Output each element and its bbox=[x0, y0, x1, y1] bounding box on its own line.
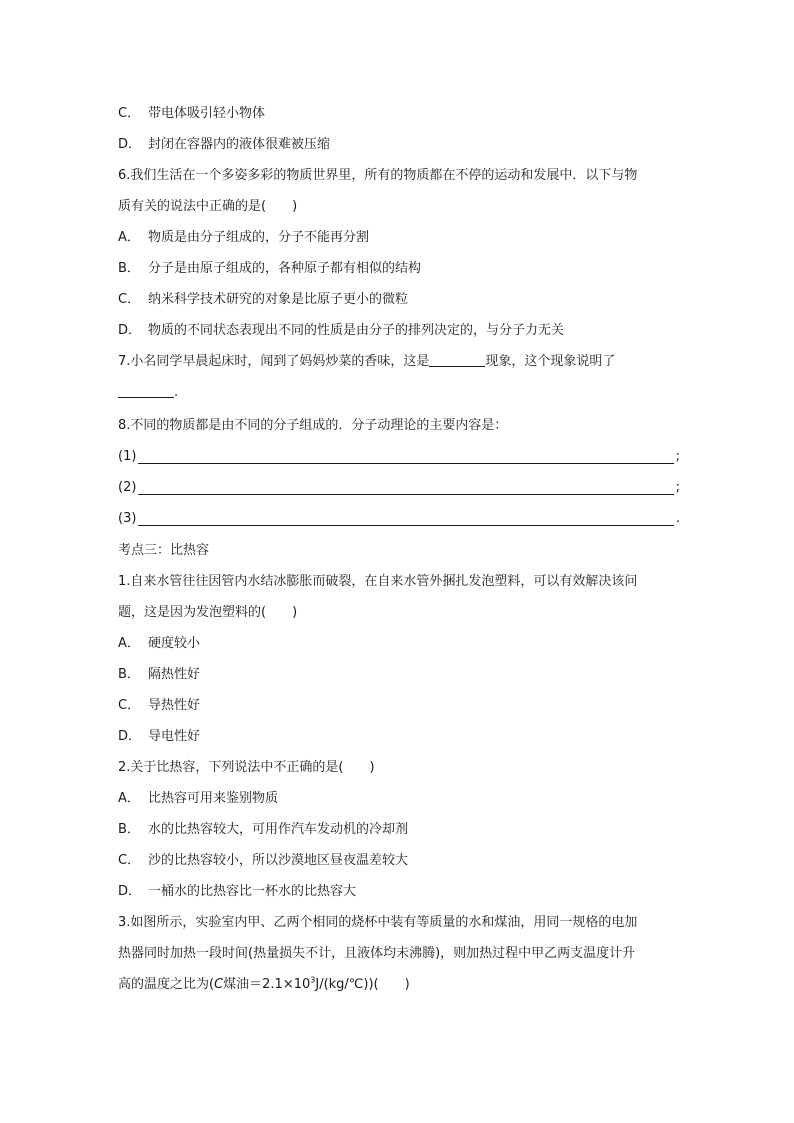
q6-option-a[interactable] bbox=[118, 228, 680, 248]
fill-end: ; bbox=[675, 449, 680, 464]
option-letter: A． bbox=[118, 791, 140, 806]
option-text: 带电体吸引轻小物体 bbox=[148, 106, 266, 121]
option-text: 分子是由原子组成的，各种原子都有相似的结构 bbox=[148, 261, 422, 276]
q6-option-d[interactable] bbox=[118, 321, 680, 341]
option-letter: D． bbox=[118, 137, 142, 152]
option-text: 物质是由分子组成的，分子不能再分割 bbox=[148, 230, 370, 245]
option-text: 物质的不同状态表现出不同的性质是由分子的排列决定的，与分子力无关 bbox=[148, 323, 565, 338]
s3-q3-text-a: 高的温度之比为( bbox=[118, 977, 215, 992]
q8-stem: 8.不同的物质都是由不同的分子组成的．分子动理论的主要内容是： bbox=[118, 418, 508, 433]
s3-q3-stem-line-3 bbox=[118, 975, 680, 995]
s3-q2-option-c[interactable] bbox=[118, 851, 680, 871]
q8-fill-row-3 bbox=[118, 509, 680, 529]
answer-line[interactable] bbox=[138, 448, 673, 464]
option-letter: B． bbox=[118, 822, 140, 837]
s3-q1-option-b[interactable] bbox=[118, 665, 680, 685]
q8-fill-row-2 bbox=[118, 478, 680, 498]
s3-q1-option-a[interactable] bbox=[118, 634, 680, 654]
option-text: 沙的比热容较小，所以沙漠地区昼夜温差较大 bbox=[148, 853, 409, 868]
option-letter: B． bbox=[118, 667, 140, 682]
q6-option-b[interactable] bbox=[118, 259, 680, 279]
q6-stem-line-1: 6.我们生活在一个多姿多彩的物质世界里，所有的物质都在不停的运动和发展中．以下与物 bbox=[118, 168, 638, 183]
option-letter: D． bbox=[118, 323, 142, 338]
q7-blank-1[interactable] bbox=[429, 352, 485, 367]
s3-q3-stem-line-2: 热器同时加热一段时间(热量损失不计，且液体均未沸腾)，则加热过程中甲乙两支温度计升 bbox=[118, 946, 636, 961]
s3-q1-option-d[interactable] bbox=[118, 727, 680, 747]
s3-q2-option-b[interactable] bbox=[118, 820, 680, 840]
option-letter: C． bbox=[118, 106, 141, 121]
option-letter: C． bbox=[118, 292, 141, 307]
s3-q2-option-a[interactable] bbox=[118, 789, 680, 809]
q7-end: . bbox=[174, 385, 179, 400]
fill-end: ; bbox=[675, 480, 680, 495]
option-letter: D． bbox=[118, 884, 142, 899]
option-text: 导电性好 bbox=[148, 729, 201, 744]
s3-q1-option-c[interactable] bbox=[118, 696, 680, 716]
option-letter: D． bbox=[118, 729, 142, 744]
s3-q3-text-c: J/(kg/℃))( ) bbox=[315, 977, 410, 992]
fill-label: (3) bbox=[118, 511, 137, 526]
s3-q2-stem: 2.关于比热容，下列说法中不正确的是( ) bbox=[118, 760, 375, 775]
q8-fill-row-1 bbox=[118, 447, 680, 467]
q5-option-c[interactable] bbox=[118, 104, 680, 124]
fill-label: (1) bbox=[118, 449, 137, 464]
fill-end: . bbox=[675, 511, 680, 526]
option-text: 封闭在容器内的液体很难被压缩 bbox=[148, 137, 331, 152]
s3-q1-stem-line-2: 题，这是因为发泡塑料的( ) bbox=[118, 605, 298, 620]
section-heading: 考点三：比热容 bbox=[118, 543, 210, 558]
option-text: 比热容可用来鉴别物质 bbox=[148, 791, 279, 806]
option-text: 一桶水的比热容比一杯水的比热容大 bbox=[148, 884, 357, 899]
s3-q2-option-d[interactable] bbox=[118, 882, 680, 902]
option-text: 水的比热容较大，可用作汽车发动机的冷却剂 bbox=[148, 822, 409, 837]
option-letter: A． bbox=[118, 230, 140, 245]
option-letter: C． bbox=[118, 853, 141, 868]
s3-q3-stem-line-1: 3.如图所示，实验室内甲、乙两个相同的烧杯中装有等质量的水和煤油，用同一规格的电加 bbox=[118, 915, 638, 930]
option-text: 纳米科学技术研究的对象是比原子更小的微粒 bbox=[148, 292, 409, 307]
s3-q1-stem-line-1: 1.自来水管往往因管内水结冰膨胀而破裂，在自来水管外捆扎发泡塑料，可以有效解决该问 bbox=[118, 574, 638, 589]
answer-line[interactable] bbox=[138, 510, 673, 526]
option-letter: B． bbox=[118, 261, 140, 276]
s3-q3-text-b: 煤油＝2.1×10 bbox=[223, 977, 311, 992]
option-text: 导热性好 bbox=[148, 698, 201, 713]
q7-text-part-2: 现象，这个现象说明了 bbox=[485, 354, 616, 369]
option-letter: C． bbox=[118, 698, 141, 713]
option-text: 隔热性好 bbox=[148, 667, 201, 682]
answer-line[interactable] bbox=[138, 479, 673, 495]
option-text: 硬度较小 bbox=[148, 636, 201, 651]
q6-stem-line-2: 质有关的说法中正确的是( ) bbox=[118, 199, 298, 214]
q7-blank-2[interactable] bbox=[118, 383, 174, 398]
q5-option-d[interactable] bbox=[118, 135, 680, 155]
q7-line-1 bbox=[118, 352, 680, 372]
q7-text-part-1: 7.小名同学早晨起床时，闻到了妈妈炒菜的香味，这是 bbox=[118, 354, 430, 369]
q6-option-c[interactable] bbox=[118, 290, 680, 310]
exponent: 3 bbox=[310, 975, 316, 985]
q7-line-2 bbox=[118, 383, 680, 403]
specific-heat-symbol: C bbox=[214, 977, 224, 992]
option-letter: A． bbox=[118, 636, 140, 651]
fill-label: (2) bbox=[118, 480, 137, 495]
